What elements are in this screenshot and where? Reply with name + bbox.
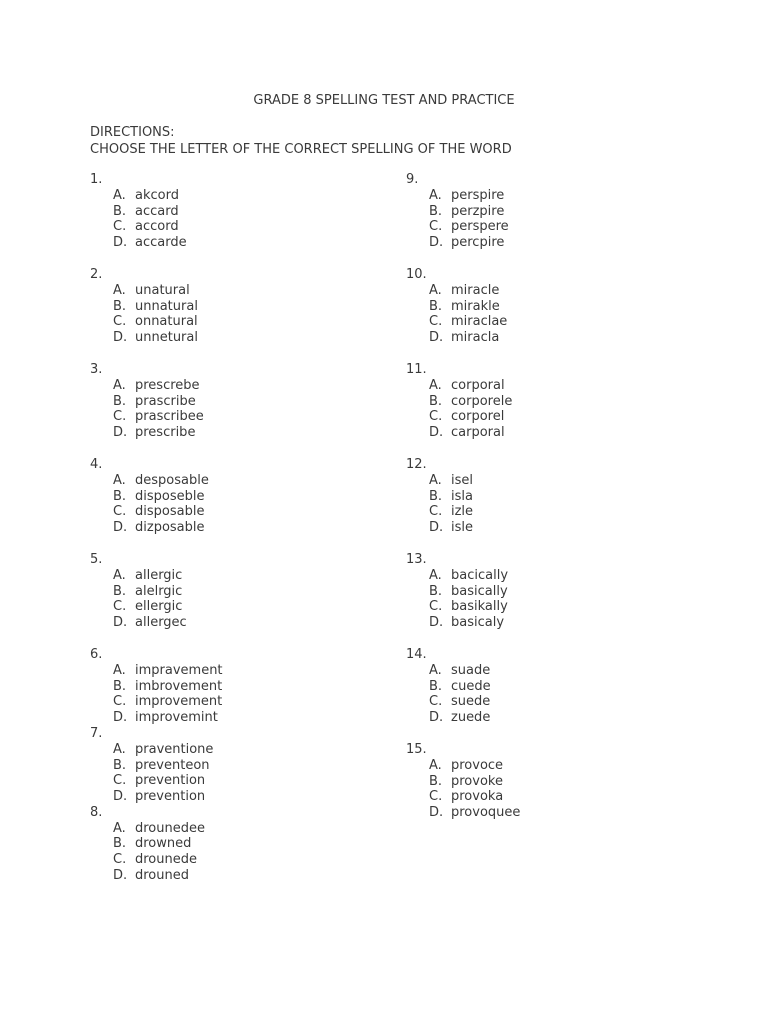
- choice-word: provoce: [451, 757, 504, 773]
- choice-word: provoka: [451, 789, 504, 805]
- choice-word: perspire: [451, 187, 505, 203]
- choice-letter: C.: [113, 409, 127, 425]
- choice-letter: B.: [429, 298, 443, 314]
- question-number: 12.: [406, 456, 427, 472]
- choice-letter: C.: [429, 409, 443, 425]
- choice-word: izle: [451, 504, 474, 520]
- choice-word: prescribe: [135, 425, 196, 441]
- choice-letter: D.: [113, 789, 128, 805]
- answer-choice: [406, 584, 706, 600]
- answer-choice: [406, 520, 706, 536]
- choice-word: corporal: [451, 377, 505, 393]
- choice-letter: C.: [429, 599, 443, 615]
- answer-choice: [406, 204, 706, 220]
- answer-choice: [406, 283, 706, 299]
- choice-letter: B.: [113, 583, 127, 599]
- choice-word: provoquee: [451, 805, 521, 821]
- answer-choice: [406, 615, 706, 631]
- choice-letter: A.: [429, 377, 442, 393]
- answer-choice: [90, 663, 390, 679]
- choice-letter: B.: [113, 836, 127, 852]
- answer-choice: [90, 473, 390, 489]
- choice-letter: C.: [429, 694, 443, 710]
- choice-word: disposable: [135, 504, 205, 520]
- choice-list: [406, 663, 706, 726]
- choice-letter: C.: [113, 773, 127, 789]
- question-item: [406, 362, 706, 441]
- choice-word: carporal: [451, 425, 505, 441]
- answer-choice: [406, 188, 706, 204]
- answer-choice: [406, 394, 706, 410]
- answer-choice: [406, 789, 706, 805]
- question-number: 10.: [406, 266, 427, 282]
- answer-choice: [90, 679, 390, 695]
- choice-word: accord: [135, 219, 179, 235]
- choice-word: mirakle: [451, 298, 500, 314]
- directions-label: DIRECTIONS:: [90, 125, 175, 140]
- choice-word: disposeble: [135, 488, 205, 504]
- choice-letter: C.: [113, 219, 127, 235]
- choice-word: akcord: [135, 187, 179, 203]
- choice-letter: D.: [429, 330, 444, 346]
- choice-letter: A.: [429, 187, 442, 203]
- answer-choice: [90, 299, 390, 315]
- choice-letter: A.: [113, 662, 126, 678]
- choice-letter: D.: [429, 710, 444, 726]
- choice-letter: D.: [113, 425, 128, 441]
- answer-choice: [90, 615, 390, 631]
- choice-letter: B.: [429, 488, 443, 504]
- answer-choice: [90, 378, 390, 394]
- question-item: [406, 267, 706, 346]
- choice-letter: B.: [113, 757, 127, 773]
- choice-word: ellergic: [135, 599, 183, 615]
- choice-letter: D.: [113, 615, 128, 631]
- choice-word: preventeon: [135, 757, 210, 773]
- answer-choice: [406, 805, 706, 821]
- choice-letter: C.: [429, 219, 443, 235]
- choice-letter: C.: [113, 504, 127, 520]
- choice-word: zuede: [451, 710, 491, 726]
- question-number: 6.: [90, 646, 103, 662]
- question-number: 7.: [90, 725, 103, 741]
- choice-letter: B.: [113, 488, 127, 504]
- choice-word: prescrebe: [135, 377, 200, 393]
- answer-choice: [90, 868, 390, 884]
- answer-choice: [90, 504, 390, 520]
- choice-word: miraclae: [451, 314, 508, 330]
- choice-word: percpire: [451, 235, 505, 251]
- choice-word: basikally: [451, 599, 508, 615]
- choice-list: [90, 742, 390, 805]
- answer-choice: [90, 409, 390, 425]
- choice-letter: A.: [429, 282, 442, 298]
- choice-letter: D.: [113, 868, 128, 884]
- choice-letter: D.: [113, 330, 128, 346]
- choice-letter: C.: [113, 852, 127, 868]
- question-number: 15.: [406, 741, 427, 757]
- choice-letter: B.: [429, 583, 443, 599]
- question-number: 2.: [90, 266, 103, 282]
- choice-letter: C.: [429, 504, 443, 520]
- answer-choice: [90, 599, 390, 615]
- choice-word: suede: [451, 694, 491, 710]
- question-item: [90, 362, 390, 441]
- question-number: 11.: [406, 361, 427, 377]
- answer-choice: [90, 742, 390, 758]
- question-number: 13.: [406, 551, 427, 567]
- choice-word: praventione: [135, 741, 214, 757]
- choice-letter: A.: [429, 662, 442, 678]
- question-item: [406, 172, 706, 251]
- choice-word: drounede: [135, 852, 197, 868]
- choice-letter: A.: [113, 472, 126, 488]
- choice-word: drowned: [135, 836, 192, 852]
- answer-choice: [406, 219, 706, 235]
- question-number: 5.: [90, 551, 103, 567]
- choice-word: drouned: [135, 868, 189, 884]
- choice-word: provoke: [451, 773, 503, 789]
- choice-word: drounedee: [135, 820, 205, 836]
- choice-word: isle: [451, 520, 473, 536]
- question-item: [90, 647, 390, 726]
- choice-word: imbrovement: [135, 678, 223, 694]
- answer-choice: [406, 774, 706, 790]
- choice-list: [90, 568, 390, 631]
- choice-letter: A.: [113, 820, 126, 836]
- answer-choice: [406, 473, 706, 489]
- choice-letter: D.: [429, 520, 444, 536]
- answer-choice: [90, 758, 390, 774]
- choice-letter: B.: [429, 203, 443, 219]
- choice-letter: A.: [113, 741, 126, 757]
- choice-word: allergec: [135, 615, 187, 631]
- choice-word: alelrgic: [135, 583, 183, 599]
- choice-word: basically: [451, 583, 508, 599]
- answer-choice: [406, 235, 706, 251]
- choice-word: perspere: [451, 219, 509, 235]
- answer-choice: [90, 694, 390, 710]
- choice-word: prascribee: [135, 409, 204, 425]
- choice-list: [406, 283, 706, 346]
- choice-letter: A.: [113, 187, 126, 203]
- choice-word: allergic: [135, 567, 183, 583]
- choice-word: unnatural: [135, 298, 198, 314]
- choice-letter: C.: [429, 314, 443, 330]
- question-item: [90, 267, 390, 346]
- answer-choice: [90, 489, 390, 505]
- choice-list: [90, 821, 390, 884]
- choice-letter: A.: [429, 472, 442, 488]
- answer-choice: [90, 520, 390, 536]
- choice-word: onnatural: [135, 314, 198, 330]
- answer-choice: [90, 789, 390, 805]
- page-title: GRADE 8 SPELLING TEST AND PRACTICE: [253, 93, 515, 108]
- choice-letter: D.: [429, 425, 444, 441]
- answer-choice: [406, 710, 706, 726]
- question-item: [406, 457, 706, 536]
- answer-choice: [406, 599, 706, 615]
- choice-word: prevention: [135, 773, 206, 789]
- choice-word: perzpire: [451, 203, 505, 219]
- answer-choice: [90, 852, 390, 868]
- question-item: [90, 726, 390, 805]
- choice-word: unnetural: [135, 330, 198, 346]
- choice-list: [90, 473, 390, 536]
- question-item: [90, 552, 390, 631]
- choice-letter: A.: [113, 567, 126, 583]
- answer-choice: [406, 314, 706, 330]
- directions-text: CHOOSE THE LETTER OF THE CORRECT SPELLING OF THE WORD: [90, 142, 512, 157]
- choice-word: dizposable: [135, 520, 205, 536]
- answer-choice: [406, 330, 706, 346]
- answer-choice: [90, 235, 390, 251]
- choice-letter: D.: [429, 615, 444, 631]
- choice-word: isel: [451, 472, 473, 488]
- choice-word: improvemint: [135, 710, 218, 726]
- choice-letter: D.: [113, 235, 128, 251]
- choice-list: [90, 663, 390, 726]
- choice-letter: A.: [113, 377, 126, 393]
- choice-word: accard: [135, 203, 179, 219]
- question-number: 8.: [90, 804, 103, 820]
- choice-word: miracla: [451, 330, 500, 346]
- answer-choice: [406, 425, 706, 441]
- question-number: 14.: [406, 646, 427, 662]
- choice-list: [90, 283, 390, 346]
- choice-letter: D.: [429, 805, 444, 821]
- choice-letter: A.: [429, 757, 442, 773]
- answer-choice: [90, 836, 390, 852]
- answer-choice: [406, 299, 706, 315]
- answer-choice: [90, 821, 390, 837]
- question-number: 3.: [90, 361, 103, 377]
- choice-word: prevention: [135, 789, 206, 805]
- answer-choice: [90, 330, 390, 346]
- choice-word: impravement: [135, 662, 223, 678]
- choice-list: [406, 378, 706, 441]
- choice-list: [406, 758, 706, 821]
- choice-letter: A.: [113, 282, 126, 298]
- answer-choice: [406, 409, 706, 425]
- choice-list: [90, 188, 390, 251]
- right-question-column: [406, 172, 706, 821]
- question-item: [90, 457, 390, 536]
- answer-choice: [90, 314, 390, 330]
- choice-word: isla: [451, 488, 473, 504]
- answer-choice: [406, 568, 706, 584]
- question-number: 4.: [90, 456, 103, 472]
- choice-word: basicaly: [451, 615, 505, 631]
- left-question-column: [90, 172, 390, 884]
- choice-letter: B.: [429, 773, 443, 789]
- choice-word: cuede: [451, 678, 491, 694]
- answer-choice: [90, 219, 390, 235]
- answer-choice: [406, 758, 706, 774]
- answer-choice: [406, 694, 706, 710]
- choice-list: [406, 188, 706, 251]
- choice-word: miracle: [451, 282, 500, 298]
- choice-letter: C.: [113, 599, 127, 615]
- answer-choice: [90, 188, 390, 204]
- choice-letter: B.: [429, 393, 443, 409]
- question-item: [406, 647, 706, 726]
- choice-letter: D.: [113, 710, 128, 726]
- choice-letter: B.: [113, 298, 127, 314]
- question-item: [90, 805, 390, 884]
- choice-word: prascribe: [135, 393, 196, 409]
- choice-word: corporele: [451, 393, 513, 409]
- answer-choice: [90, 204, 390, 220]
- choice-letter: C.: [113, 314, 127, 330]
- choice-word: suade: [451, 662, 491, 678]
- answer-choice: [90, 394, 390, 410]
- choice-list: [406, 568, 706, 631]
- choice-letter: B.: [113, 678, 127, 694]
- question-item: [90, 172, 390, 251]
- question-number: 1.: [90, 172, 103, 187]
- choice-letter: A.: [429, 567, 442, 583]
- choice-word: corporel: [451, 409, 505, 425]
- answer-choice: [406, 663, 706, 679]
- answer-choice: [406, 504, 706, 520]
- choice-word: improvement: [135, 694, 223, 710]
- choice-word: desposable: [135, 472, 209, 488]
- choice-word: bacically: [451, 567, 509, 583]
- answer-choice: [90, 283, 390, 299]
- answer-choice: [90, 584, 390, 600]
- answer-choice: [406, 378, 706, 394]
- answer-choice: [90, 425, 390, 441]
- directions-block: [90, 124, 512, 158]
- choice-letter: D.: [429, 235, 444, 251]
- answer-choice: [406, 489, 706, 505]
- choice-letter: B.: [113, 393, 127, 409]
- choice-letter: C.: [429, 789, 443, 805]
- question-number: 9.: [406, 172, 419, 187]
- answer-choice: [90, 710, 390, 726]
- choice-word: unatural: [135, 282, 190, 298]
- question-item: [406, 552, 706, 631]
- choice-list: [406, 473, 706, 536]
- choice-letter: B.: [429, 678, 443, 694]
- answer-choice: [406, 679, 706, 695]
- choice-list: [90, 378, 390, 441]
- choice-word: accarde: [135, 235, 187, 251]
- choice-letter: C.: [113, 694, 127, 710]
- choice-letter: B.: [113, 203, 127, 219]
- question-item: [406, 742, 706, 821]
- choice-letter: D.: [113, 520, 128, 536]
- answer-choice: [90, 773, 390, 789]
- answer-choice: [90, 568, 390, 584]
